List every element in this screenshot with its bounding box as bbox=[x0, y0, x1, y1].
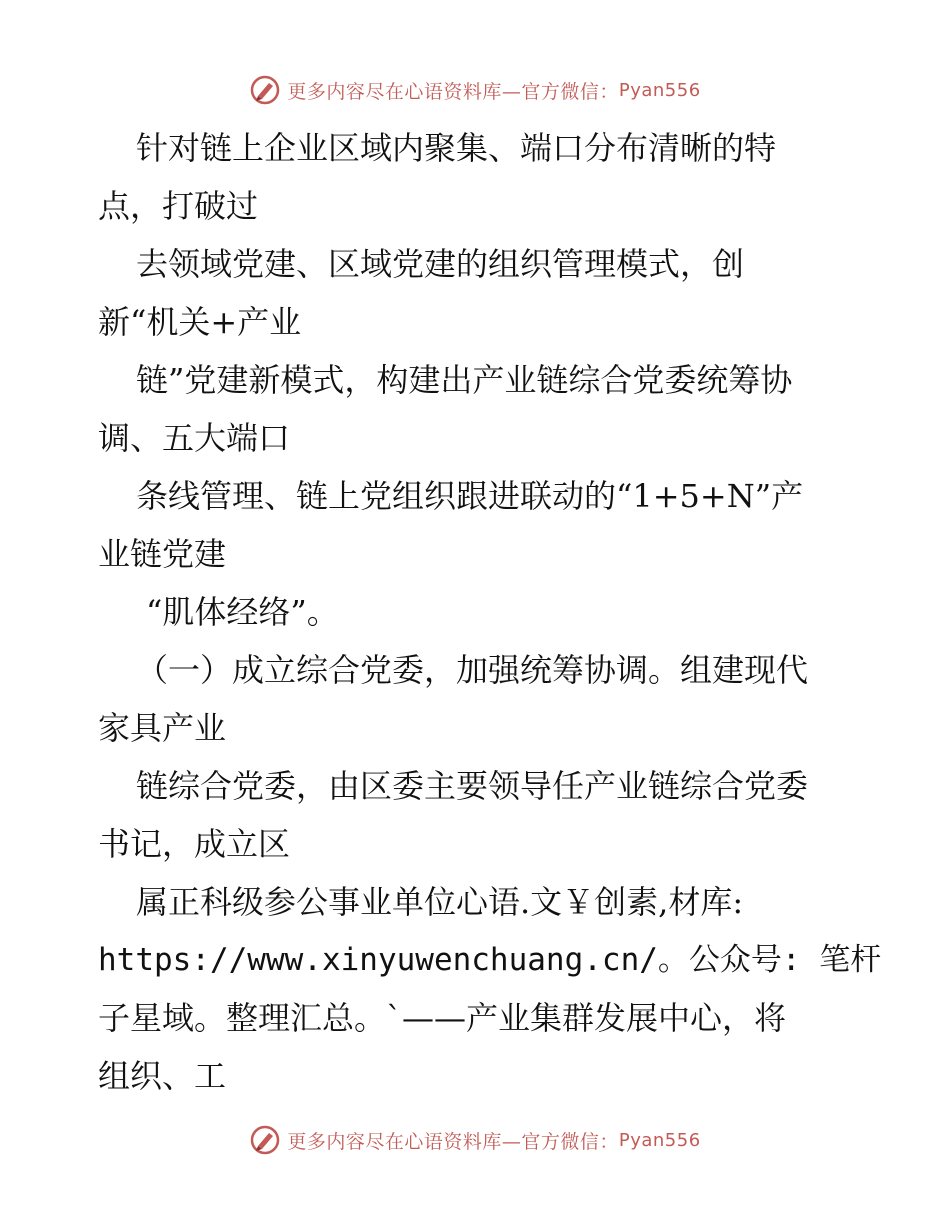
text-line: 链”党建新模式，构建出产业链综合党委统筹协 bbox=[136, 361, 793, 399]
text-line: 针对链上企业区域内聚集、端口分布清晰的特 bbox=[136, 129, 777, 167]
header-watermark bbox=[0, 70, 950, 110]
text-line: 点，打破过 bbox=[98, 187, 259, 225]
document-body bbox=[98, 119, 882, 1105]
footer-watermark bbox=[0, 1120, 950, 1160]
text-line: 新“机关+产业 bbox=[98, 303, 302, 341]
seal-pen-icon bbox=[249, 74, 281, 106]
text-line: （一）成立综合党委，加强统筹协调。组建现代 bbox=[136, 651, 809, 689]
text-line: 子星域。整理汇总。`——产业集群发展中心，将 bbox=[98, 999, 787, 1037]
text-line: 调、五大端口 bbox=[98, 419, 291, 457]
text-line: 书记，成立区 bbox=[98, 825, 291, 863]
text-line: 条线管理、链上党组织跟进联动的“1+5+N”产 bbox=[136, 477, 804, 515]
text-line: “肌体经络”。 bbox=[146, 593, 339, 631]
watermark-text: 更多内容尽在心语资料库—官方微信： bbox=[287, 80, 619, 103]
text-line: 组织、工 bbox=[98, 1057, 227, 1095]
text-line: 链综合党委，由区委主要领导任产业链综合党委 bbox=[136, 767, 809, 805]
text-line: 业链党建 bbox=[98, 535, 227, 573]
text-line: https://www.xinyuwenchuang.cn/。公众号: 笔杆 bbox=[98, 942, 882, 978]
watermark-handle: Pyan556 bbox=[618, 79, 701, 101]
text-line: 属正科级参公事业单位心语.文￥创素,材库: bbox=[136, 883, 744, 921]
seal-pen-icon bbox=[249, 1124, 281, 1156]
watermark-handle: Pyan556 bbox=[618, 1129, 701, 1151]
text-line: 去领域党建、区域党建的组织管理模式，创 bbox=[136, 245, 745, 283]
text-line: 家具产业 bbox=[98, 709, 227, 747]
watermark-text: 更多内容尽在心语资料库—官方微信： bbox=[287, 1130, 619, 1153]
